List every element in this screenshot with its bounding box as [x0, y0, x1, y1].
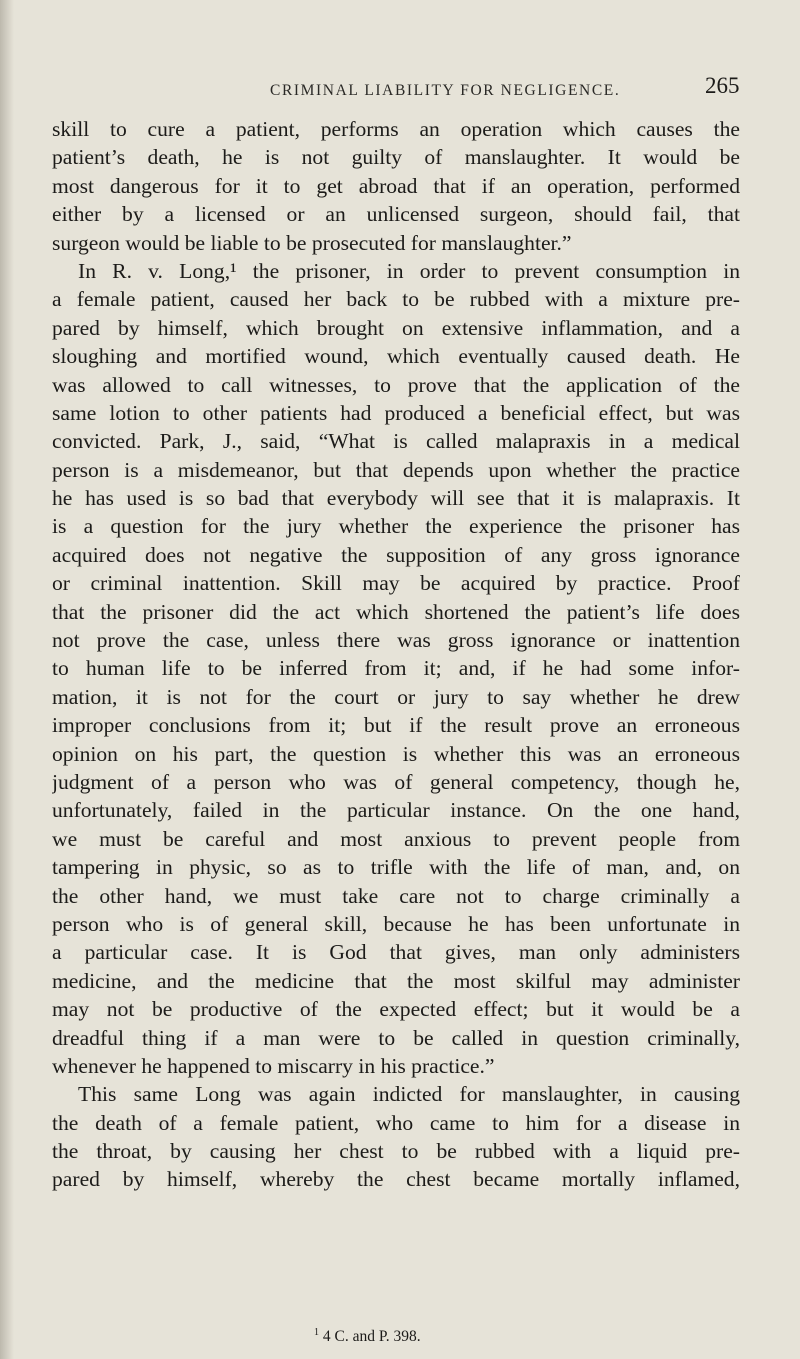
running-head: CRIMINAL LIABILITY FOR NEGLIGENCE.	[270, 82, 621, 99]
footnote	[314, 1327, 421, 1346]
body-text	[52, 115, 740, 1194]
text-line: surgeon would be liable to be prosecuted for manslaughter.”	[52, 230, 572, 255]
page-number: 265	[705, 73, 740, 98]
text-line: medicine, and the medicine that the most skilful may administer	[52, 968, 740, 993]
text-line: patient’s death, he is not guilty of manslaughter. It would be	[52, 145, 740, 170]
text-line: the throat, by causing her chest to be rubbed with a liquid pre-	[52, 1139, 740, 1164]
text-line: was allowed to call witnesses, to prove that the application of the	[52, 372, 740, 397]
text-line: pared by himself, whereby the chest became mortally inflamed,	[52, 1167, 740, 1192]
text-line: we must be careful and most anxious to prevent people from	[52, 826, 740, 851]
text-line: skill to cure a patient, performs an operation which causes the	[52, 117, 740, 141]
text-line: either by a licensed or an unlicensed surgeon, should fail, that	[52, 202, 740, 227]
text-line: whenever he happened to miscarry in his practice.”	[52, 1053, 495, 1078]
text-line: person who is of general skill, because he has been unfortunate in	[52, 911, 740, 936]
text-line: unfortunately, failed in the particular instance. On the one hand,	[52, 798, 740, 823]
text-line: the other hand, we must take care not to charge criminally a	[52, 883, 740, 908]
text-line: person is a misdemeanor, but that depends upon whether the practice	[52, 457, 740, 482]
text-line: opinion on his part, the question is whether this was an erroneous	[52, 741, 740, 766]
text-line: convicted. Park, J., said, “What is called malapraxis in a medical	[52, 429, 740, 454]
text-line: tampering in physic, so as to trifle with the life of man, and, on	[52, 855, 740, 880]
text-line: may not be productive of the expected effect; but it would be a	[52, 997, 740, 1022]
text-line: mation, it is not for the court or jury to say whether he drew	[52, 684, 740, 709]
text-line: a female patient, caused her back to be rubbed with a mixture pre-	[52, 287, 740, 312]
footnote-marker: 1	[314, 1327, 319, 1338]
text-line: same lotion to other patients had produced a beneficial effect, but was	[52, 400, 740, 425]
text-line: that the prisoner did the act which shortened the patient’s life does	[52, 599, 740, 624]
text-line: to human life to be inferred from it; and, if he had some infor-	[52, 656, 740, 681]
text-line: sloughing and mortified wound, which eventually caused death. He	[52, 344, 740, 369]
footnote-text: 4 C. and P. 398.	[322, 1328, 421, 1346]
text-line: is a question for the jury whether the experience the prisoner has	[52, 514, 740, 539]
text-line: pared by himself, which brought on extensive inflammation, and a	[52, 315, 740, 340]
page-edge-shadow	[0, 0, 14, 1359]
text-line: or criminal inattention. Skill may be acquired by practice. Proof	[52, 571, 740, 596]
text-line: not prove the case, unless there was gross ignorance or inattention	[52, 628, 740, 653]
text-line: dreadful thing if a man were to be called in question criminally,	[52, 1025, 740, 1050]
text-line: he has used is so bad that everybody will see that it is malapraxis. It	[52, 486, 740, 511]
text-line: In R. v. Long,¹ the prisoner, in order to prevent consumption in	[78, 258, 740, 283]
text-line: improper conclusions from it; but if the result prove an erroneous	[52, 713, 740, 738]
text-line: acquired does not negative the supposition of any gross ignorance	[52, 542, 740, 567]
text-line: most dangerous for it to get abroad that if an operation, performed	[52, 173, 740, 198]
text-line: the death of a female patient, who came to him for a disease in	[52, 1110, 740, 1135]
text-line: a particular case. It is God that gives, man only administers	[52, 940, 740, 965]
text-line: This same Long was again indicted for manslaughter, in causing	[78, 1082, 740, 1107]
text-line: judgment of a person who was of general competency, though he,	[52, 769, 740, 794]
